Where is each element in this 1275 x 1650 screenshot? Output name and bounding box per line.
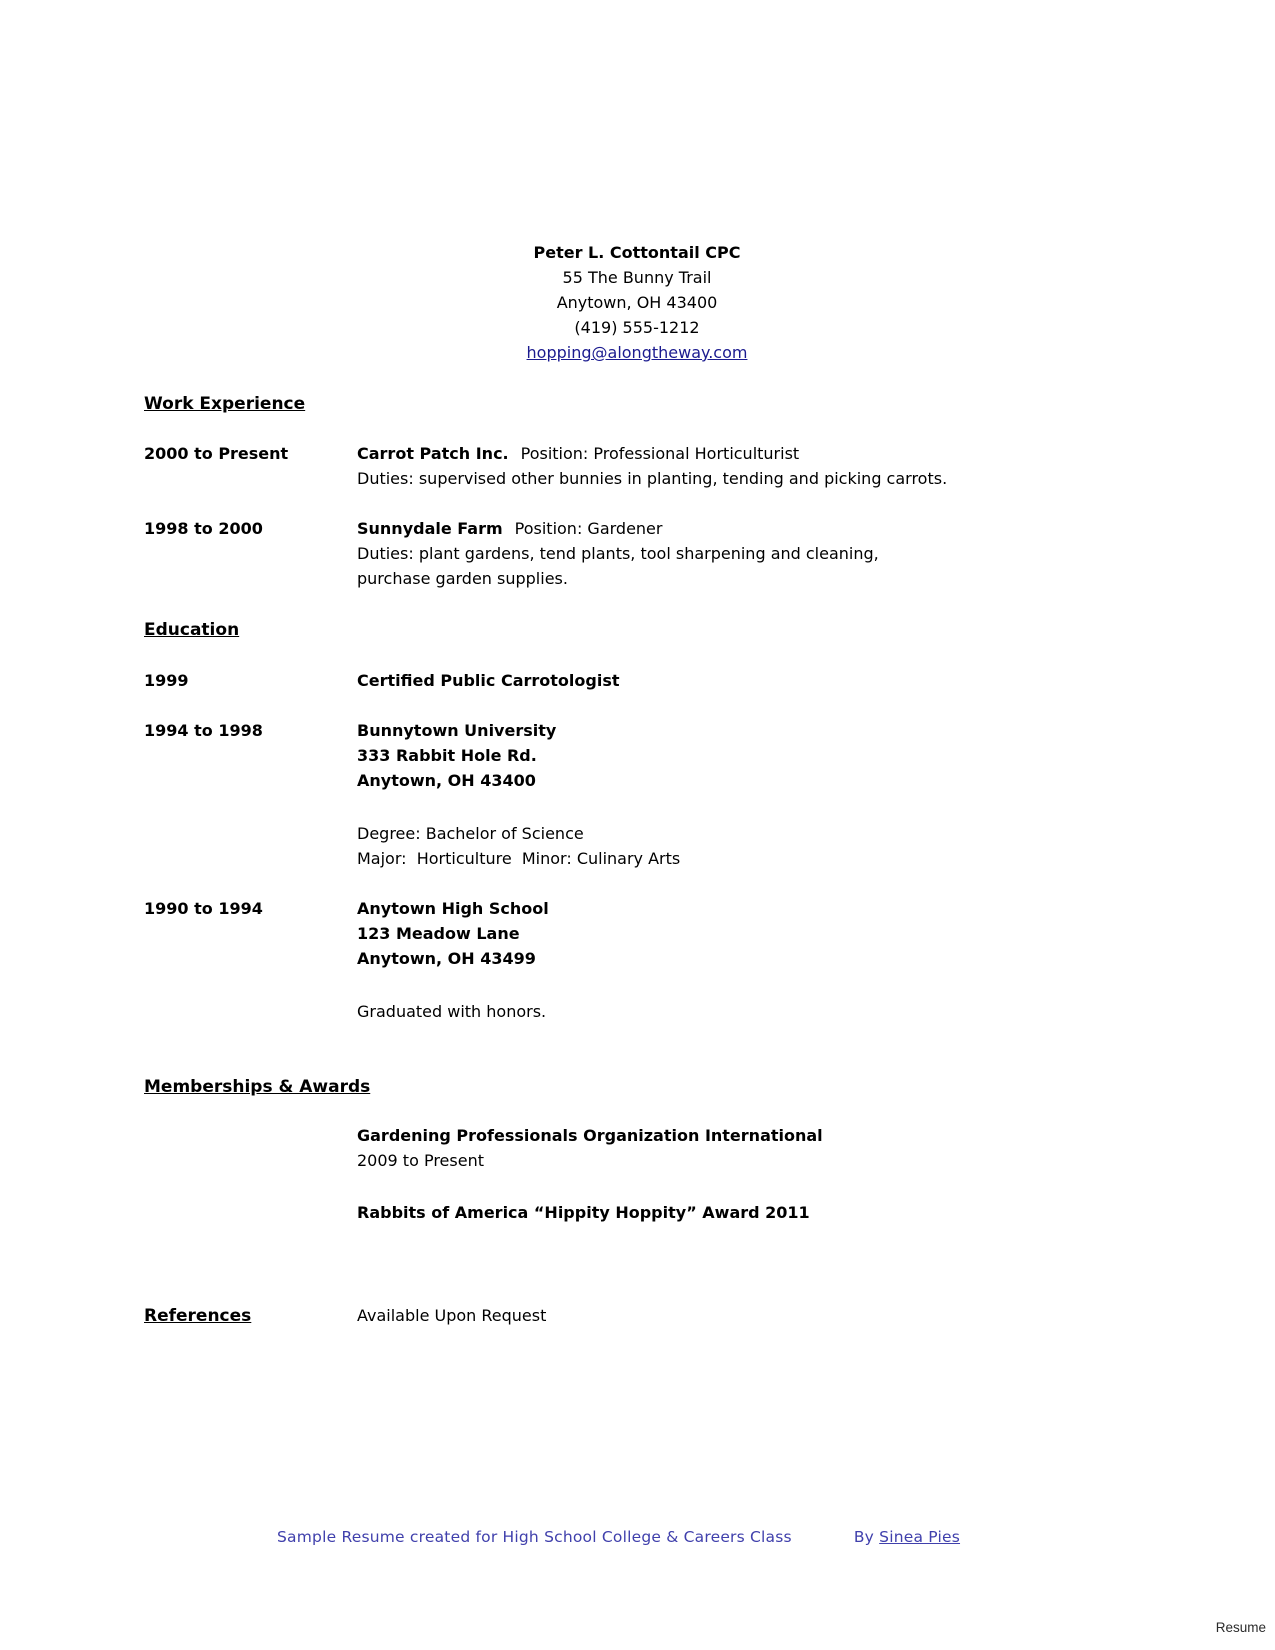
organization-dates: 2009 to Present xyxy=(357,1151,484,1170)
school-details xyxy=(357,896,1130,971)
footer-credit xyxy=(277,1524,1175,1550)
education-dates: 1994 to 1998 xyxy=(144,721,263,740)
school-address: 333 Rabbit Hole Rd. xyxy=(357,746,537,765)
job-dates: 1998 to 2000 xyxy=(144,519,263,538)
education-heading: Education xyxy=(144,620,240,640)
school-details xyxy=(357,718,1130,793)
person-name: Peter L. Cottontail CPC xyxy=(533,243,741,262)
job-position: Position: Professional Horticulturist xyxy=(520,444,800,463)
honors-note: Graduated with honors. xyxy=(357,1002,547,1021)
job-row xyxy=(144,516,1130,591)
footer-by-label: By xyxy=(853,1528,875,1546)
award-title: Rabbits of America “Hippity Hoppity” Award 2011 xyxy=(357,1203,810,1222)
references-row xyxy=(144,1303,1130,1329)
work-experience-section xyxy=(144,391,1130,417)
education-section xyxy=(144,617,1130,643)
email-line xyxy=(144,340,1130,365)
major-minor-line: Major: Horticulture Minor: Culinary Arts xyxy=(357,849,681,868)
education-row xyxy=(144,718,1130,793)
certification-title: Certified Public Carrotologist xyxy=(357,671,620,690)
job-duties-line: purchase garden supplies. xyxy=(357,569,568,588)
degree-row xyxy=(144,821,1130,871)
job-employer: Carrot Patch Inc. xyxy=(357,444,509,463)
education-dates: 1999 xyxy=(144,671,189,690)
work-experience-heading: Work Experience xyxy=(144,394,306,414)
degree-details xyxy=(357,821,1130,871)
award-row xyxy=(144,1200,1130,1225)
job-duties-line: Duties: supervised other bunnies in planting, tending and picking carrots. xyxy=(357,469,948,488)
job-dates: 2000 to Present xyxy=(144,444,289,463)
contact-header xyxy=(144,240,1130,365)
school-name: Bunnytown University xyxy=(357,721,557,740)
education-dates: 1990 to 1994 xyxy=(144,899,263,918)
school-city-state-zip: Anytown, OH 43400 xyxy=(357,771,536,790)
degree-line: Degree: Bachelor of Science xyxy=(357,824,584,843)
page-label: Resume xyxy=(1215,1620,1266,1635)
education-row xyxy=(144,668,1130,693)
street-address: 55 The Bunny Trail xyxy=(562,268,712,287)
job-employer: Sunnydale Farm xyxy=(357,519,503,538)
honors-row xyxy=(144,999,1130,1024)
phone-number: (419) 555-1212 xyxy=(574,318,700,337)
footer-author-link[interactable]: Sinea Pies xyxy=(879,1528,961,1546)
education-row xyxy=(144,896,1130,971)
job-details xyxy=(357,516,1130,591)
job-details xyxy=(357,441,1130,491)
references-heading: References xyxy=(144,1306,252,1326)
job-title-line xyxy=(357,516,1130,541)
school-name: Anytown High School xyxy=(357,899,549,918)
city-state-zip: Anytown, OH 43400 xyxy=(556,293,718,312)
footer-by-group xyxy=(854,1528,960,1546)
job-row xyxy=(144,441,1130,491)
references-text: Available Upon Request xyxy=(357,1306,547,1325)
footer-credit-text: Sample Resume created for High School College & Careers Class xyxy=(277,1528,792,1546)
memberships-heading: Memberships & Awards xyxy=(144,1077,371,1097)
job-position: Position: Gardener xyxy=(514,519,663,538)
school-address: 123 Meadow Lane xyxy=(357,924,520,943)
memberships-section xyxy=(144,1074,1130,1100)
job-duties-line: Duties: plant gardens, tend plants, tool sharpening and cleaning, xyxy=(357,544,879,563)
membership-details xyxy=(357,1123,1130,1173)
references-heading-cell xyxy=(144,1303,357,1329)
job-title-line xyxy=(357,441,1130,466)
organization-name: Gardening Professionals Organization International xyxy=(357,1126,823,1145)
membership-row xyxy=(144,1123,1130,1173)
school-city-state-zip: Anytown, OH 43499 xyxy=(357,949,536,968)
email-link[interactable]: hopping@alongtheway.com xyxy=(526,343,748,362)
